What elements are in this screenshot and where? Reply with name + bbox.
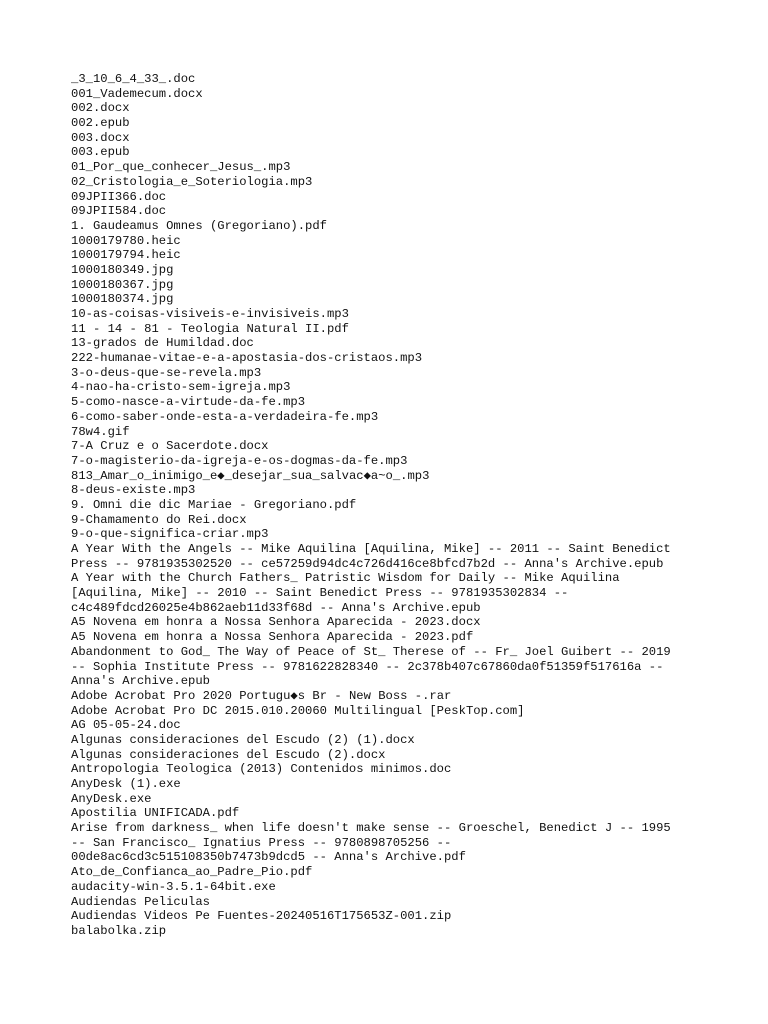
file-list-line: 1000179794.heic <box>71 248 181 263</box>
file-list-line: Antropologia Teologica (2013) Contenidos minimos.doc <box>71 762 452 777</box>
file-list-line: 1000180349.jpg <box>71 262 174 277</box>
file-list-line: 00de8ac6cd3c515108350b7473b9dcd5 -- Anna's Archive.pdf <box>71 850 466 865</box>
file-list-line: 1000179780.heic <box>71 233 181 248</box>
file-list-line: balabolka.zip <box>71 923 167 938</box>
file-list-line: 6-como-saber-onde-esta-a-verdadeira-fe.mp3 <box>71 409 379 424</box>
file-list-line: Apostilia UNIFICADA.pdf <box>71 806 240 821</box>
file-list-line: 13-grados de Humildad.doc <box>71 336 254 351</box>
file-list-line: A Year With the Angels -- Mike Aquilina [Aquilina, Mike] -- 2011 -- Saint Benedict <box>71 542 671 556</box>
file-list-line: 7-o-magisterio-da-igreja-e-os-dogmas-da-fe.mp3 <box>71 453 408 468</box>
file-list-line: 9. Omni die dic Mariae - Gregoriano.pdf <box>71 497 357 512</box>
file-list-line: 1. Gaudeamus Omnes (Gregoriano).pdf <box>71 218 327 233</box>
file-list-line: AG 05-05-24.doc <box>71 718 181 733</box>
file-list-line: c4c489fdcd26025e4b862aeb11d33f68d -- Anna's Archive.epub <box>71 600 481 615</box>
file-list-line: 1000180367.jpg <box>71 277 174 292</box>
file-list-line: 7-A Cruz e o Sacerdote.docx <box>71 439 269 454</box>
file-list-line: 001_Vademecum.docx <box>71 86 203 101</box>
file-list-line: _3_10_6_4_33_.doc <box>71 72 196 86</box>
file-list-line: 9-o-que-significa-criar.mp3 <box>71 527 269 542</box>
file-list-line: Arise from darkness_ when life doesn't make sense -- Groeschel, Benedict J -- 1995 <box>71 821 671 836</box>
file-list-line: 222-humanae-vitae-e-a-apostasia-dos-cristaos.mp3 <box>71 351 423 366</box>
file-list-line: Anna's Archive.epub <box>71 674 210 689</box>
file-list-line: 11 - 14 - 81 - Teologia Natural II.pdf <box>71 321 349 336</box>
file-list-line: Algunas consideraciones del Escudo (2).docx <box>71 747 386 762</box>
file-list-line: 9-Chamamento do Rei.docx <box>71 512 247 527</box>
file-list-line: A Year with the Church Fathers_ Patristic Wisdom for Daily -- Mike Aquilina <box>71 571 620 586</box>
file-list-line: Press -- 9781935302520 -- ce57259d94dc4c726d416ce8bfcd7b2d -- Anna's Archive.epub <box>71 556 664 571</box>
file-list-line: 002.docx <box>71 101 130 116</box>
file-list-line: Ato_de_Confianca_ao_Padre_Pio.pdf <box>71 865 313 880</box>
file-list-line: AnyDesk.exe <box>71 791 152 806</box>
file-list-line: 01_Por_que_conhecer_Jesus_.mp3 <box>71 160 291 175</box>
file-list-line: Abandonment to God_ The Way of Peace of St_ Therese of -- Fr_ Joel Guibert -- 2019 <box>71 644 671 659</box>
file-list-line: AnyDesk (1).exe <box>71 777 181 791</box>
file-list-line: Adobe Acrobat Pro 2020 Portugu◆s Br - New Boss -.rar <box>71 688 452 703</box>
file-list-line: 003.epub <box>71 145 130 160</box>
file-list-line: Algunas consideraciones del Escudo (2) (1).docx <box>71 732 415 747</box>
file-list-line: [Aquilina, Mike] -- 2010 -- Saint Benedict Press -- 9781935302834 -- <box>71 586 569 601</box>
file-list-line: 09JPII584.doc <box>71 204 167 219</box>
file-list-line: 02_Cristologia_e_Soteriologia.mp3 <box>71 174 313 189</box>
file-list-line: 78w4.gif <box>71 424 130 439</box>
file-list-line: 8-deus-existe.mp3 <box>71 483 196 498</box>
file-list-line: Audiendas Peliculas <box>71 894 210 909</box>
file-list-line: -- San Francisco_ Ignatius Press -- 9780898705256 -- <box>71 835 452 850</box>
file-list-line: A5 Novena em honra a Nossa Senhora Aparecida - 2023.docx <box>71 615 481 630</box>
file-list-line: 4-nao-ha-cristo-sem-igreja.mp3 <box>71 380 291 395</box>
file-list-document <box>71 72 761 939</box>
file-list-line: Audiendas Videos Pe Fuentes-20240516T175653Z-001.zip <box>71 909 452 924</box>
file-list-line: 002.epub <box>71 116 130 131</box>
file-list-line: 5-como-nasce-a-virtude-da-fe.mp3 <box>71 395 306 410</box>
file-list-line: 3-o-deus-que-se-revela.mp3 <box>71 365 262 380</box>
file-list-line: A5 Novena em honra a Nossa Senhora Aparecida - 2023.pdf <box>71 630 474 645</box>
file-list-line: -- Sophia Institute Press -- 9781622828340 -- 2c378b407c67860da0f51359f517616a -- <box>71 659 664 674</box>
file-list-line: 813_Amar_o_inimigo_e◆_desejar_sua_salvac◆a~o_.mp3 <box>71 468 430 483</box>
file-list-line: 003.docx <box>71 130 130 145</box>
file-list-line: Adobe Acrobat Pro DC 2015.010.20060 Multilingual [PeskTop.com] <box>71 703 525 718</box>
file-list-line: 1000180374.jpg <box>71 292 174 307</box>
file-list-line: 09JPII366.doc <box>71 189 167 204</box>
file-list-line: 10-as-coisas-visiveis-e-invisiveis.mp3 <box>71 307 349 321</box>
file-list-line: audacity-win-3.5.1-64bit.exe <box>71 879 276 894</box>
